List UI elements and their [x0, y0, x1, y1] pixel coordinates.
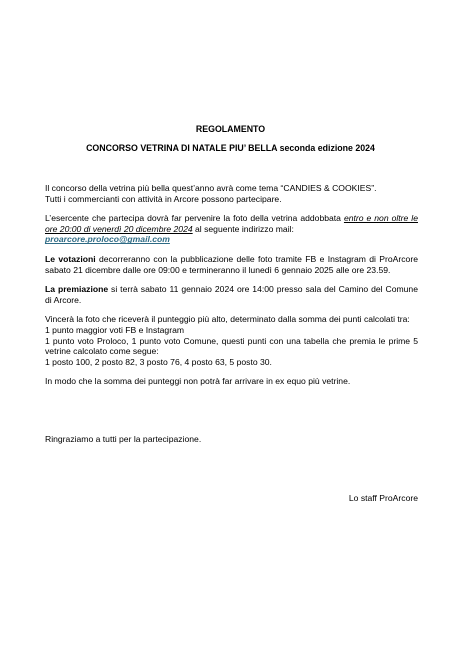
intro-paragraph [45, 183, 418, 204]
submission-paragraph [45, 213, 418, 245]
document-subtitle: CONCORSO VETRINA DI NATALE PIU’ BELLA seconda edizione 2024 [86, 143, 375, 153]
document-title: REGOLAMENTO [195, 124, 266, 134]
scoring-intro: Vincerà la foto che riceverà il punteggio più alto, determinato dalla somma dei punti calcolati tra: [45, 314, 410, 325]
intro-line-2: Tutti i commercianti con attività in Arcore possono partecipare. [45, 193, 282, 204]
voting-label: Le votazioni [45, 253, 96, 264]
scoring-line-2: 1 punto voto Proloco, 1 punto voto Comune, questi punti con una tabella che premia le prime 5 vetrine calcolato come segue: [45, 335, 418, 357]
scoring-paragraph [45, 314, 418, 367]
document-body [45, 183, 418, 396]
signature: Lo staff ProArcore [348, 493, 418, 503]
tie-note: In modo che la somma dei punteggi non potrà far arrivare in ex equo più vetrine. [45, 376, 351, 387]
voting-text: decorreranno con la pubblicazione delle foto tramite FB e Instagram di ProArcore sabato 21 dicembre dalle ore 09:00 e termineranno il lunedì 6 gennaio 2025 alle ore 23.59. [45, 253, 418, 275]
award-label: La premiazione [45, 284, 109, 295]
scoring-line-3: 1 posto 100, 2 posto 82, 3 posto 76, 4 posto 63, 5 posto 30. [45, 356, 272, 367]
voting-paragraph [45, 254, 418, 275]
award-text: si terrà sabato 11 gennaio 2024 ore 14:00 presso sala del Camino del Comune di Arcore. [45, 284, 418, 305]
submission-text: L’esercente che partecipa dovrà far pervenire la foto della vetrina addobbata [45, 213, 344, 224]
submission-text-after: al seguente indirizzo mail: [192, 223, 294, 234]
intro-line-1: Il concorso della vetrina più bella quest’anno avrà come tema “CANDIES & COOKIES”. [45, 183, 377, 193]
thanks-text: Ringraziamo a tutti per la partecipazione. [45, 434, 202, 444]
award-paragraph [45, 284, 418, 305]
submission-deadline: entro e non oltre le ore 20:00 di venerdì 20 dicembre 2024 [45, 213, 418, 234]
email-link[interactable]: proarcore.proloco@gmail.com [45, 234, 170, 245]
scoring-line-1: 1 punto maggior voti FB e Instagram [45, 324, 185, 335]
